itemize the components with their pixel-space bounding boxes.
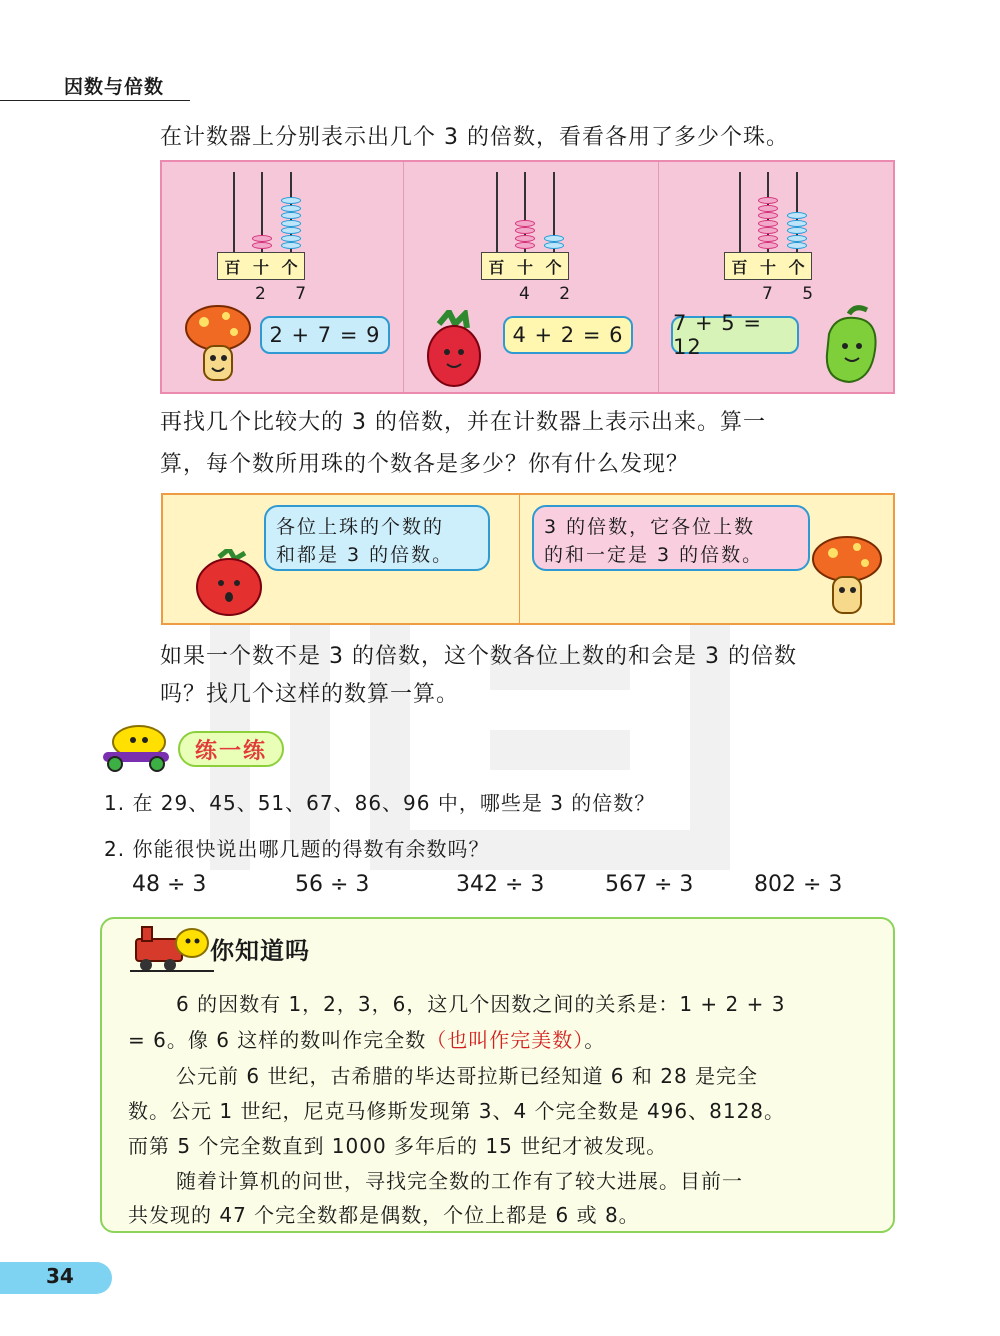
instruction-line-1: 再找几个比较大的 3 的倍数，并在计数器上表示出来。算一 <box>160 410 766 435</box>
pepper-character-icon <box>815 304 889 390</box>
mushroom-character-icon <box>184 302 252 390</box>
abacus-digits: 7 5 <box>762 284 826 304</box>
dyk-alt-term: （也叫作完美数） <box>426 1028 585 1052</box>
abacus-panel-3 <box>659 162 904 392</box>
mushroom-character-icon <box>811 535 883 623</box>
tens-bead <box>515 220 535 227</box>
practice-question-1: 1. 在 29、45、51、67、86、96 中，哪些是 3 的倍数？ <box>104 791 656 815</box>
practice-banner <box>178 731 284 767</box>
ones-bead <box>281 212 301 219</box>
tens-bead <box>515 227 535 234</box>
practice-title: 练一练 <box>194 739 267 764</box>
practice-question-2: 2. 你能很快说出哪几题的得数有余数吗？ <box>104 837 490 861</box>
lemon-car-icon <box>97 722 177 772</box>
dyk-paragraph-2-line-1: 公元前 6 世纪，古希腊的毕达哥拉斯已经知道 6 和 28 是完全 <box>176 1064 759 1088</box>
dyk-paragraph-2-line-3: 而第 5 个完全数直到 1000 多年后的 15 世纪才被发现。 <box>128 1134 668 1158</box>
did-you-know-title: 你知道吗 <box>210 937 310 965</box>
tens-bead <box>758 205 778 212</box>
division-expression: 48 ÷ 3 <box>132 872 207 897</box>
radish-character-icon <box>419 310 489 390</box>
tens-bead <box>252 242 272 249</box>
discovery-speech-left: 各位上珠的个数的 和都是 3 的倍数。 <box>264 505 490 571</box>
train-icon <box>130 923 214 973</box>
tens-bead <box>758 212 778 219</box>
chapter-title: 因数与倍数 <box>64 76 165 98</box>
equation-bubble: 2 + 7 = 9 <box>260 316 390 354</box>
tens-bead <box>758 242 778 249</box>
intro-text: 在计数器上分别表示出几个 3 的倍数，看看各用了多少个珠。 <box>160 125 789 150</box>
abacus-digits: 2 7 <box>255 284 319 304</box>
ones-bead <box>544 235 564 242</box>
did-you-know-box <box>100 917 895 1233</box>
discovery-box <box>161 493 895 625</box>
ones-bead <box>281 205 301 212</box>
ones-bead <box>787 235 807 242</box>
ones-bead <box>281 227 301 234</box>
ones-bead <box>281 235 301 242</box>
ones-bead <box>787 220 807 227</box>
tens-bead <box>252 235 272 242</box>
tens-bead <box>758 235 778 242</box>
dyk-paragraph-1-line-1: 6 的因数有 1，2，3，6，这几个因数之间的关系是：1 + 2 + 3 <box>176 992 786 1016</box>
tens-bead <box>758 197 778 204</box>
question-line-1: 如果一个数不是 3 的倍数，这个数各位上数的和会是 3 的倍数 <box>160 644 797 669</box>
division-expression: 342 ÷ 3 <box>456 872 545 897</box>
dyk-paragraph-2-line-2: 数。公元 1 世纪，尼克马修斯发现第 3、4 个完全数是 496、8128。 <box>128 1099 786 1123</box>
dyk-paragraph-1-line-2: = 6。像 6 这样的数叫作完全数（也叫作完美数）。 <box>128 1028 606 1052</box>
instruction-line-2: 算，每个数所用珠的个数各是多少？你有什么发现？ <box>160 452 690 477</box>
abacus-digits: 4 2 <box>519 284 583 304</box>
tens-bead <box>515 235 535 242</box>
equation-bubble: 4 + 2 = 6 <box>503 316 633 354</box>
tens-bead <box>758 227 778 234</box>
ones-bead <box>281 220 301 227</box>
page-number: 34 <box>46 1264 74 1288</box>
tens-bead <box>758 220 778 227</box>
question-line-2: 吗？找几个这样的数算一算。 <box>160 682 460 707</box>
division-expression: 567 ÷ 3 <box>605 872 694 897</box>
ones-bead <box>281 242 301 249</box>
page-number-tab <box>0 1262 112 1294</box>
ones-bead <box>787 212 807 219</box>
chapter-header <box>0 70 190 101</box>
abacus-base: 百 十 个 <box>724 252 812 280</box>
equation-bubble: 7 + 5 = 12 <box>671 316 799 354</box>
division-expression: 56 ÷ 3 <box>295 872 370 897</box>
abacus-panel-1 <box>162 162 407 392</box>
tomato-character-icon <box>189 549 271 621</box>
abacus-panel-2 <box>405 162 650 392</box>
abacus-base: 百 十 个 <box>217 252 305 280</box>
discovery-speech-right: 3 的倍数，它各位上数 的和一定是 3 的倍数。 <box>532 505 810 571</box>
dyk-paragraph-3-line-2: 共发现的 47 个完全数都是偶数，个位上都是 6 或 8。 <box>128 1203 640 1227</box>
abacus-panel-box <box>160 160 895 394</box>
ones-bead <box>281 197 301 204</box>
dyk-paragraph-3-line-1: 随着计算机的问世，寻找完全数的工作有了较大进展。目前一 <box>176 1169 743 1193</box>
ones-bead <box>787 227 807 234</box>
ones-bead <box>787 242 807 249</box>
division-expression: 802 ÷ 3 <box>754 872 843 897</box>
abacus-base: 百 十 个 <box>481 252 569 280</box>
tens-bead <box>515 242 535 249</box>
ones-bead <box>544 242 564 249</box>
